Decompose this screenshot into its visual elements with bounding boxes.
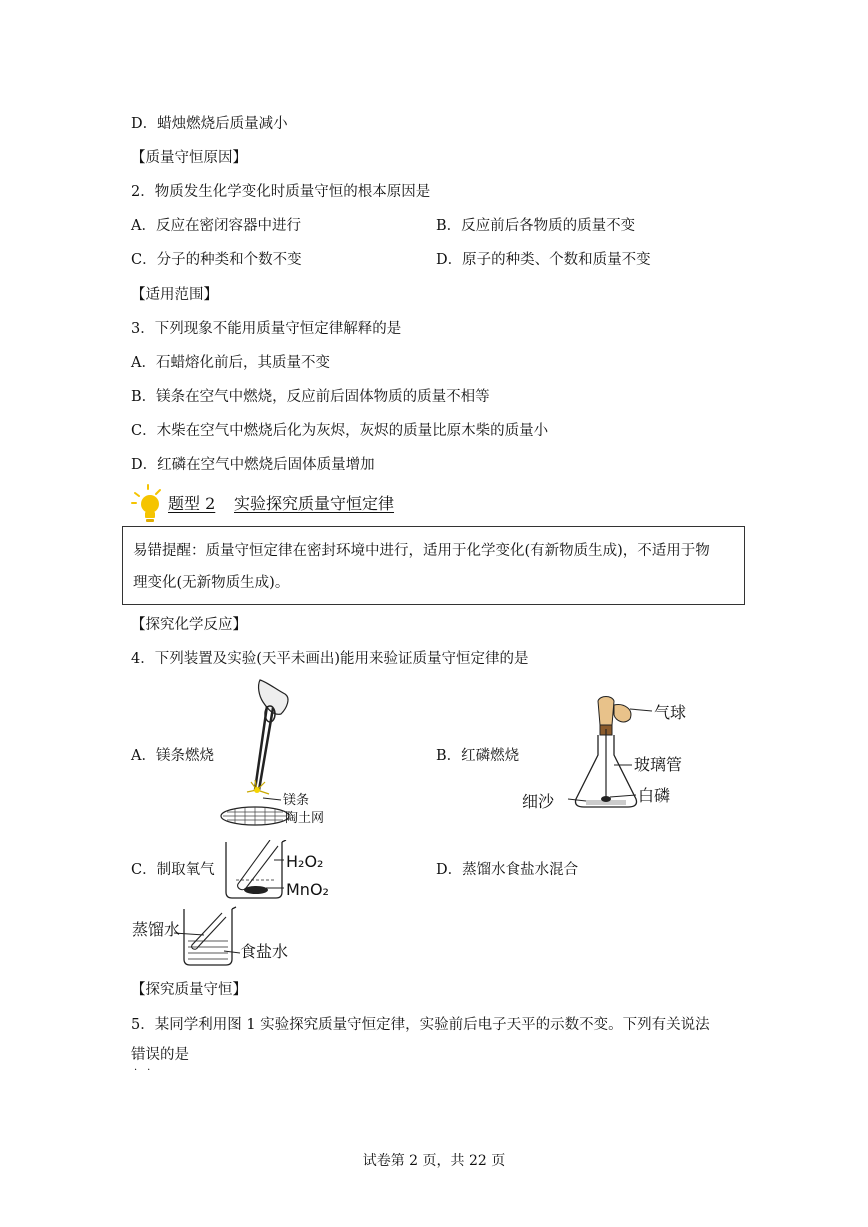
q2-option-a: A．反应在密闭容器中进行 [131,218,301,234]
q5-line-2: 错误的是 [131,1047,189,1063]
fig-d-label-water: 蒸馏水 [132,920,181,939]
q4-option-d: D．蒸馏水食盐水混合 [436,862,579,878]
figure-phosphorus-flask [520,695,710,815]
q3-option-d: D．红磷在空气中燃烧后固体质量增加 [131,457,375,473]
lightbulb-icon [131,484,165,524]
emphasis-dots: ·· [134,1065,161,1076]
tip-line-1: 易错提醒：质量守恒定律在密封环境中进行，适用于化学变化(有新物质生成)，不适用于物 [133,543,710,559]
type2-label: 题型 2 [168,494,216,513]
q2-option-d: D．原子的种类、个数和质量不变 [436,252,651,268]
figure-salt-water-beaker [130,905,300,967]
q3-stem: 3．下列现象不能用质量守恒定律解释的是 [131,321,402,337]
q3-option-a: A．石蜡熔化前后，其质量不变 [131,355,330,371]
section-reason: 【质量守恒原因】 [131,150,247,166]
q4-stem: 4．下列装置及实验(天平未画出)能用来验证质量守恒定律的是 [131,651,529,667]
figure-magnesium-burning [215,678,345,828]
q1-option-d: D．蜡烛燃烧后质量减小 [131,116,288,132]
tip-box [122,526,745,605]
section-scope: 【适用范围】 [131,287,218,303]
fig-c-label-mno2: MnO₂ [286,880,329,899]
q3-option-b: B．镁条在空气中燃烧，反应前后固体物质的质量不相等 [131,389,490,405]
q2-option-c: C．分子的种类和个数不变 [131,252,302,268]
fig-c-label-h2o2: H₂O₂ [286,852,324,871]
section-reaction: 【探究化学反应】 [131,617,247,633]
q5-line-1: 5．某同学利用图 1 实验探究质量守恒定律，实验前后电子天平的示数不变。下列有关说法 [131,1017,710,1033]
q2-stem: 2．物质发生化学变化时质量守恒的根本原因是 [131,184,431,200]
page-footer: 试卷第 2 页，共 22 页 [362,1153,506,1169]
fig-b-label-sand: 细沙 [522,792,555,811]
fig-b-label-phosphorus: 白磷 [638,786,671,805]
fig-a-label-magnesium: 镁条 [283,793,310,808]
fig-d-label-salt: 食盐水 [240,942,289,961]
q4-option-c: C．制取氧气 [131,862,215,878]
fig-b-label-tube: 玻璃管 [634,755,683,774]
figure-oxygen-beaker [222,840,342,900]
q4-option-b: B．红磷燃烧 [436,748,520,764]
fig-a-label-gauze: 陶土网 [285,811,325,826]
q3-option-c: C．木柴在空气中燃烧后化为灰烬，灰烬的质量比原木柴的质量小 [131,423,549,439]
fig-b-label-balloon: 气球 [654,703,687,722]
type2-title: 实验探究质量守恒定律 [234,494,395,513]
section-conservation: 【探究质量守恒】 [131,982,247,998]
q2-option-b: B．反应前后各物质的质量不变 [436,218,636,234]
q4-option-a: A．镁条燃烧 [131,748,214,764]
tip-line-2: 理变化(无新物质生成)。 [133,575,290,591]
